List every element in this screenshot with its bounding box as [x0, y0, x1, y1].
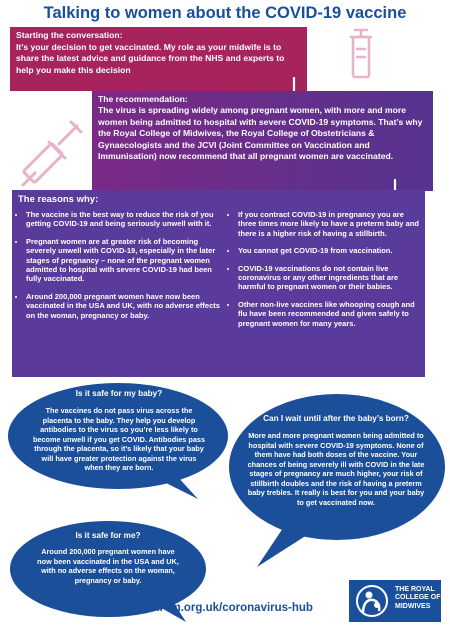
reason-item: • COVID-19 vaccinations do not contain live coronavirus or any other ingredients that are harmful to pregnant women or their babies. — [238, 264, 420, 292]
bubble-question: Can I wait until after the baby’s born? — [263, 414, 409, 423]
syringe-icon — [15, 118, 90, 193]
reason-item: • Other non-live vaccines like whooping cough and flu have been recommended and given safely to pregnant women for many years. — [238, 300, 420, 328]
bubble-question: Is it safe for me? — [75, 531, 141, 540]
recommendation-heading: The recommendation: — [98, 94, 188, 104]
starting-text: It’s your decision to get vaccinated. My role as your midwife is to share the latest advice and guidance from the NHS and experts to help you make this decision — [16, 41, 285, 75]
speech-bubble-baby — [8, 383, 230, 501]
bubble-answer: The vaccines do not pass virus across the placenta to the baby. They help you develop antibodies to the virus so you’re less likely to become unwell if you get COVID. Antibodies pass through the placenta, so it’s likely that your baby will have greater protection against the virus when they are born. — [32, 406, 206, 472]
reason-item: • If you contract COVID-19 in pregnancy you are three times more likely to have a preterm baby and there is a higher risk of having a stillbirth. — [238, 210, 420, 238]
page-title: Talking to women about the COVID-19 vaccine — [43, 4, 407, 22]
reasons-left-column — [18, 210, 222, 328]
logo-line: MIDWIVES — [395, 602, 431, 610]
reasons-heading: The reasons why: — [18, 194, 99, 205]
recommendation-box — [92, 91, 433, 191]
starting-heading: Starting the conversation: — [16, 30, 123, 40]
midwife-logo-icon — [353, 584, 391, 618]
reason-item: • The vaccine is the best way to reduce the risk of you getting COVID-19 and being seriously unwell with it. — [26, 210, 222, 229]
rcm-logo — [349, 580, 441, 622]
speech-bubble-wait — [225, 393, 447, 569]
bubble-answer: Around 200,000 pregnant women have now been vaccinated in the USA and UK, with no adverse effects on the woman, pregnancy or baby. — [37, 547, 179, 585]
footer-url: www.rcm.org.uk/coronavirus-hub — [130, 602, 313, 614]
recommendation-text: The virus is spreading widely among pregnant women, with more and more women being admitted to hospital with severe COVID-19 symptoms. That’s why the Royal College of Midwives, the Royal College of Obstetricians & Gynaecologists and the JCVI (Joint Committee on Vaccination and Immunisation) now recommend that all pregnant women are vaccinated. — [98, 105, 423, 162]
vial-icon — [345, 27, 400, 87]
logo-text — [395, 586, 441, 611]
bubble-question: Is it safe for my baby? — [75, 389, 163, 398]
reasons-box — [12, 190, 425, 377]
logo-line: COLLEGE OF — [395, 594, 441, 602]
starting-conversation-box — [10, 27, 307, 91]
reasons-right-column — [230, 210, 420, 336]
logo-line: THE ROYAL — [395, 586, 435, 593]
reason-item: • Pregnant women are at greater risk of becoming severely unwell with COVID-19, especially in the later stages of pregnancy – none of the pregnant women admitted to hospital with severe COVID-19 had been fully vaccinated. — [26, 237, 222, 284]
reason-item: • Around 200,000 pregnant women have now been vaccinated in the USA and UK, with no adverse effects on the woman, pregnancy or baby. — [26, 292, 222, 320]
bubble-answer: More and more pregnant women being admitted to hospital with severe COVID-19 symptoms. None of them have had both doses of the vaccine. Your chances of being severely ill with COVID in the late stages of pregnancy are much higher, your risk of stillbirth doubles and the risk of having a preterm baby trebles. It really is best for you and your baby to get vaccinated now. — [247, 431, 425, 507]
reason-item: • You cannot get COVID-19 from vaccination. — [238, 246, 420, 255]
